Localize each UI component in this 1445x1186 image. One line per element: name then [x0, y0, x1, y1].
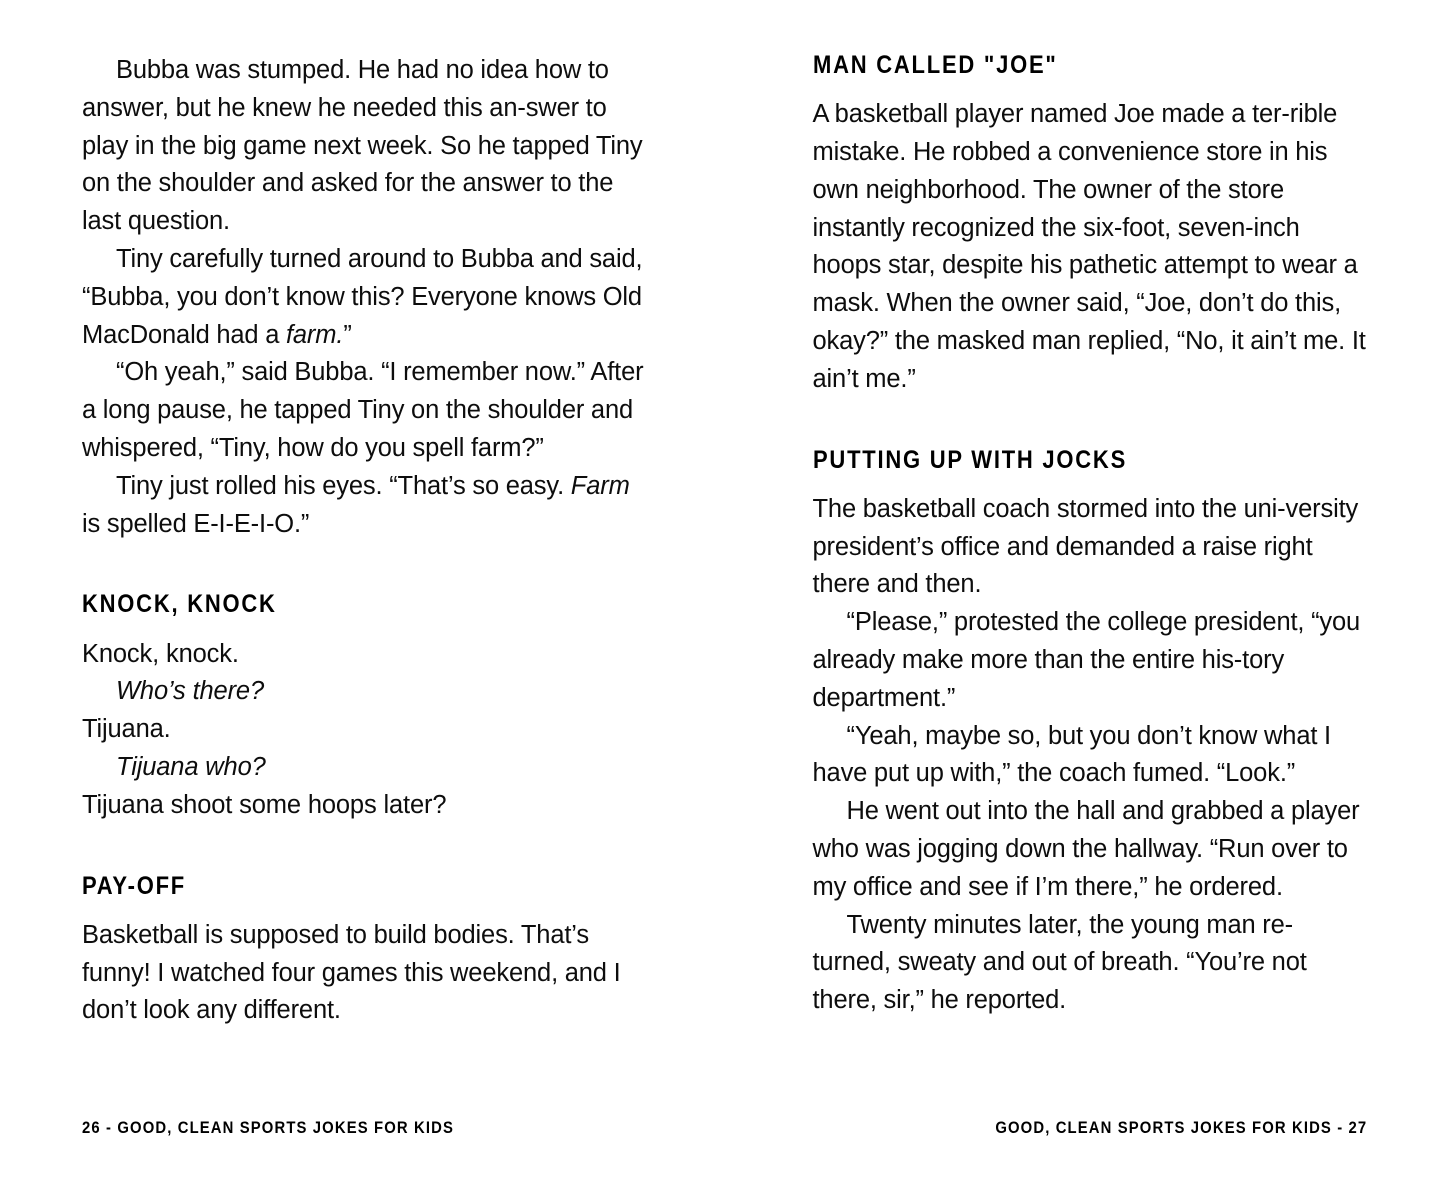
paragraph-man-called-joe-body: A basketball player named Joe made a ter-rible mistake. He robbed a convenience store in his own neighborhood. The owner of the store instantly recognized the six-foot, seven-inch hoops star, despite his pathetic attempt to wear a mask. When the owner said, “Joe, don’t do this, okay?” the masked man replied, “No, it ain’t me. It ain’t me.”: [812, 100, 1366, 393]
section-pay-off: [82, 873, 645, 1031]
knock-line-3: Tijuana.: [82, 715, 171, 744]
footer-right-page: GOOD, CLEAN SPORTS JOKES FOR KIDS - 27: [995, 1119, 1367, 1137]
paragraph-bubba-stumped: Bubba was stumped. He had no idea how to answer, but he knew he needed this an-swer to play in the big game next week. So he tapped Tiny on the shoulder and asked for the answer to the last question.: [82, 56, 643, 236]
knock-line-5: Tijuana shoot some hoops later?: [82, 790, 447, 819]
paragraph-tiny-turned-tail: ”: [343, 320, 352, 349]
paragraph-tiny-turned: [82, 241, 645, 354]
heading-putting-up-with-jocks: PUTTING UP WITH JOCKS: [812, 445, 1127, 474]
paragraph-jocks-1: The basketball coach stormed into the uni-versity president’s office and demanded a raise right there and then.: [812, 494, 1359, 599]
footer-left-page: 26 - GOOD, CLEAN SPORTS JOKES FOR KIDS: [82, 1119, 454, 1137]
paragraph-rolled-eyes-tail: is spelled E-I-E-I-O.”: [82, 509, 310, 538]
paragraph-tiny-turned-text: Tiny carefully turned around to Bubba and said, “Bubba, you don’t know this? Everyone knows Old MacDonald had a: [82, 244, 643, 349]
heading-pay-off: PAY-OFF: [82, 871, 187, 900]
knock-line-4: Tijuana who?: [116, 753, 266, 781]
left-column-text: [82, 52, 645, 1030]
paragraph-rolled-eyes: [82, 468, 645, 544]
heading-knock-knock: KNOCK, KNOCK: [82, 590, 277, 619]
heading-man-called-joe: MAN CALLED ʺJOEʺ: [812, 51, 1058, 79]
paragraph-rolled-eyes-text: Tiny just rolled his eyes. “That’s so easy.: [116, 471, 571, 500]
knock-line-2: Who’s there?: [116, 677, 264, 706]
paragraph-oh-yeah: “Oh yeah,” said Bubba. “I remember now.” After a long pause, he tapped Tiny on the shoulder and whispered, “Tiny, how do you spell farm?”: [82, 358, 644, 462]
right-column-text: [813, 52, 1368, 1020]
section-knock-knock: [82, 591, 645, 824]
paragraph-jocks-4: He went out into the hall and grabbed a player who was jogging down the hallway. “Run over to my office and see if I’m there,” he ordered.: [812, 797, 1360, 901]
knock-line-1: Knock, knock.: [82, 639, 239, 668]
page-right: [723, 0, 1445, 1186]
italic-Farm-word: Farm: [570, 471, 630, 500]
section-man-called-joe: [813, 52, 1368, 399]
paragraph-jocks-3: “Yeah, maybe so, but you don’t know what I have put up with,” the coach fumed. “Look.”: [812, 721, 1331, 788]
paragraph-pay-off-body: Basketball is supposed to build bodies. That’s funny! I watched four games this weekend, and I don’t look any different.: [82, 920, 621, 1025]
italic-farm-word: farm.: [285, 320, 344, 349]
paragraph-jocks-5: Twenty minutes later, the young man re-turned, sweaty and out of breath. “You’re not there, sir,” he reported.: [812, 910, 1307, 1015]
paragraph-jocks-2: “Please,” protested the college president, “you already make more than the entire his-tory department.”: [812, 608, 1361, 712]
section-putting-up-with-jocks: [813, 447, 1368, 1020]
